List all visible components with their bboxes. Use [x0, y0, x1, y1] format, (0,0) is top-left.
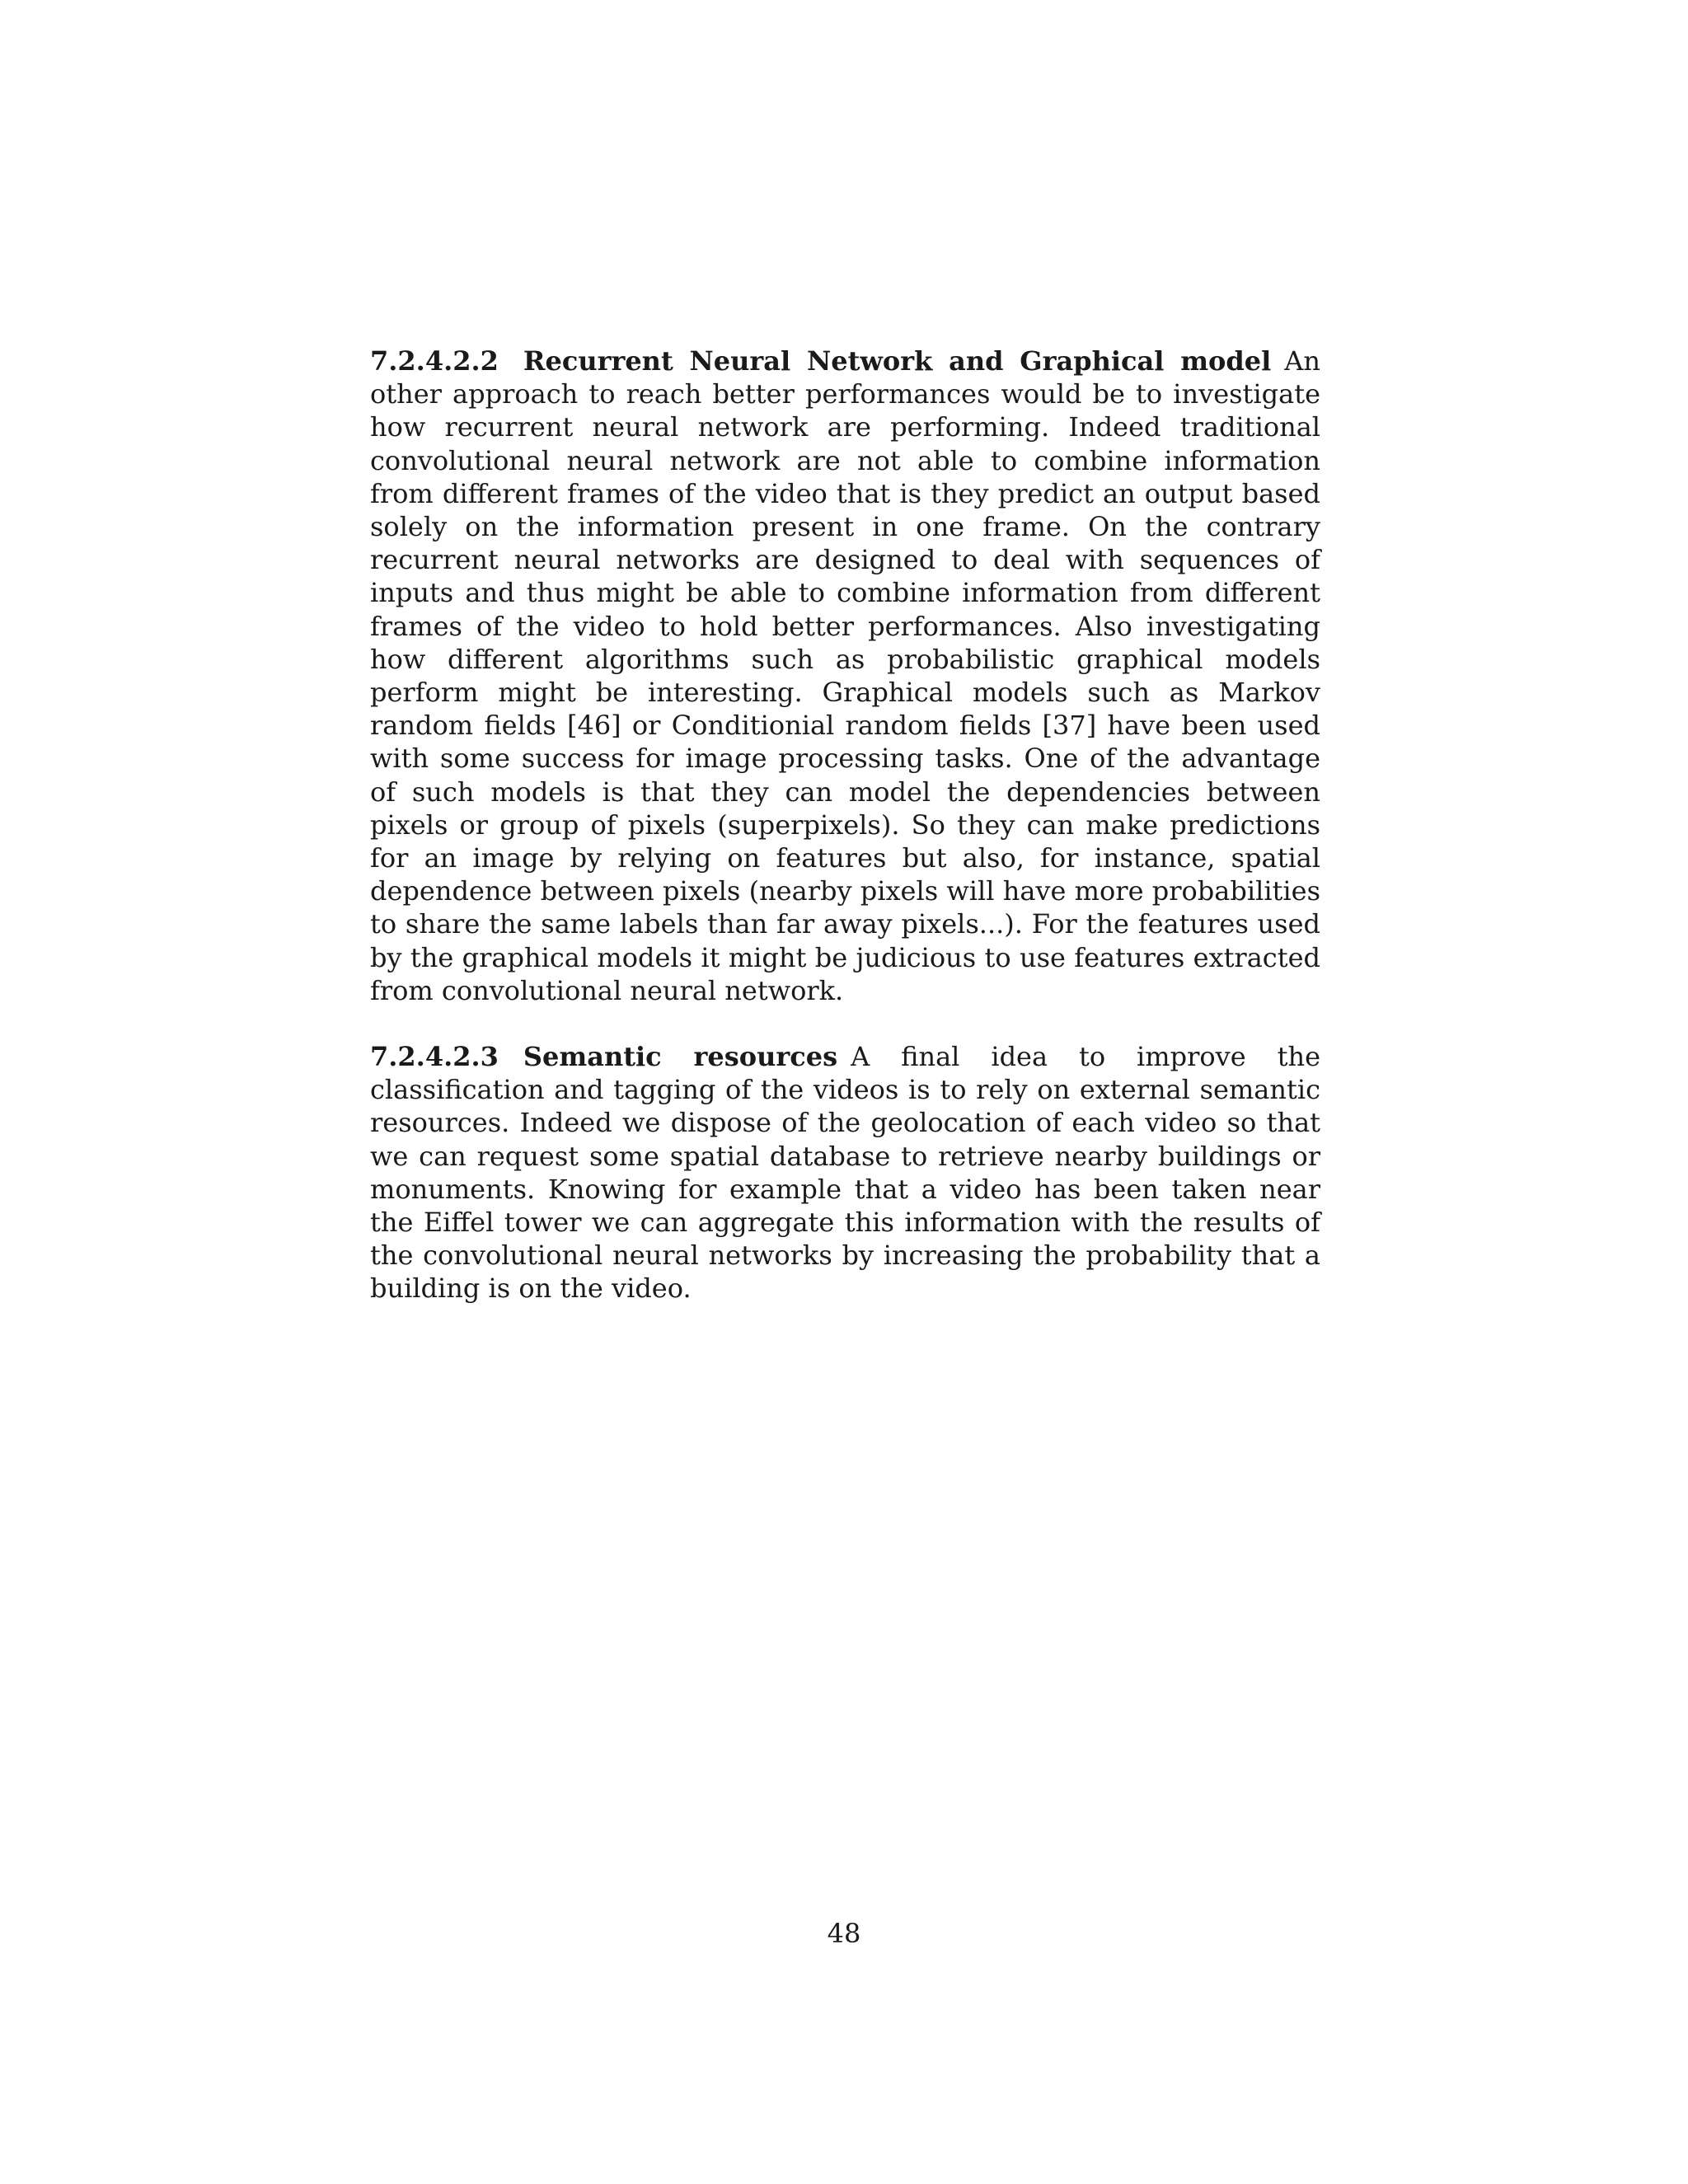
section-title: Recurrent Neural Network and Graphical model: [523, 345, 1272, 377]
document-body: [370, 344, 1320, 1305]
section-number: 7.2.4.2.3: [370, 1041, 499, 1073]
section-title: Semantic resources: [523, 1041, 838, 1073]
section-body-text: A final idea to improve the classification and tagging of the videos is to rely on external semantic resources. Indeed we dispose of the geolocation of each video so that we can request some spatial database to retrieve nearby buildings or monuments. Knowing for example that a video has been taken near the Eiffel tower we can aggregate this information with the results of the convolutional neural networks by increasing the probability that a building is on the video.: [370, 1041, 1321, 1305]
section-body-text: An other approach to reach better performances would be to investigate how recurrent neural network are performing. Indeed traditional convolutional neural network are not able to combine information from different frames of the video that is they predict an output based solely on the information present in one frame. On the contrary recurrent neural networks are designed to deal with sequences of inputs and thus might be able to combine information from different frames of the video to hold better performances. Also investigating how different algorithms such as probabilistic graphical models perform might be interesting. Graphical models such as Markov random fields [46] or Conditionial random fields [37] have been used with some success for image processing tasks. One of the advantage of such models is that they can model the dependencies between pixels or group of pixels (superpixels). So they can make predictions for an image by relying on features but also, for instance, spatial dependence between pixels (nearby pixels will have more probabilities to share the same labels than far away pixels...). For the features used by the graphical models it might be judicious to use features extracted from convolutional neural network.: [370, 345, 1320, 1006]
section-rnn-graphical-model: [370, 344, 1320, 1007]
section-semantic-resources: [370, 1040, 1320, 1305]
section-number: 7.2.4.2.2: [370, 345, 499, 377]
page-number: 48: [827, 1918, 861, 1949]
